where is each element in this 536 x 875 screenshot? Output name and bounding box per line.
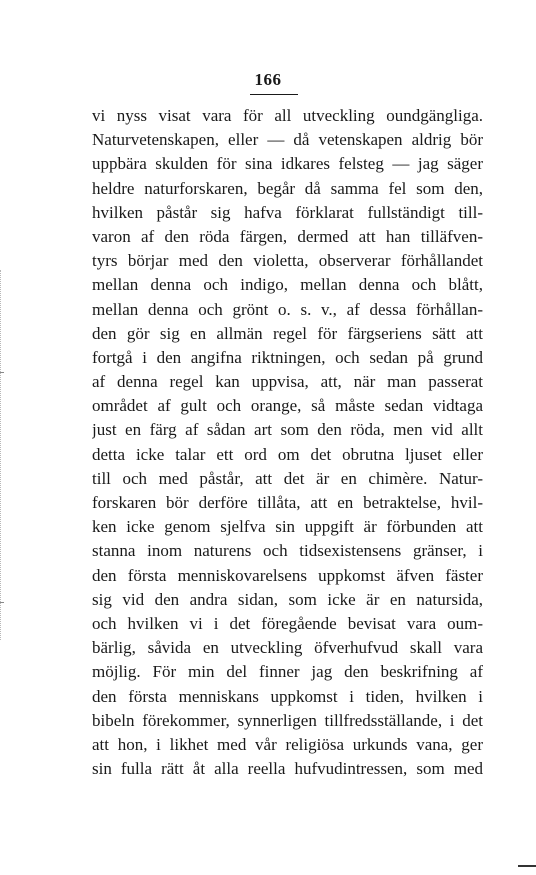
- text-line: detta icke talar ett ord om det obrutna ljuset eller: [92, 444, 483, 464]
- text-line: just en färg af sådan art som den röda, men vid allt: [92, 420, 483, 440]
- page-number-rule: [250, 94, 298, 95]
- text-line: varon af den röda färgen, dermed att han tilläfven-: [92, 226, 483, 246]
- text-line: sin fulla rätt åt alla reella hufvudintressen, som med: [92, 759, 483, 779]
- text-line: sig vid den andra sidan, som icke är en natursida,: [92, 589, 483, 609]
- text-line: ken icke genom sjelfva sin uppgift är förbunden att: [92, 517, 483, 537]
- text-line: bärlig, såvida en utveckling öfverhufvud skall vara: [92, 638, 483, 658]
- text-line: vi nyss visat vara för all utveckling oundgängliga.: [92, 106, 483, 125]
- text-line: den första menniskans uppkomst i tiden, hvilken i: [92, 686, 483, 706]
- text-line: den gör sig en allmän regel för färgseriens sätt att: [92, 323, 483, 343]
- text-line: till och med påstår, att det är en chimère. Natur-: [92, 468, 483, 488]
- text-line: uppbära skulden för sina idkares felsteg — jag säger: [92, 154, 483, 174]
- left-margin-mark: [0, 372, 4, 373]
- text-line: stanna inom naturens och tidsexistensens gränser, i: [92, 541, 483, 561]
- text-line: den första menniskovarelsens uppkomst äfven fäster: [92, 565, 483, 585]
- left-margin-binding-dots: [0, 270, 4, 640]
- left-margin-mark: [0, 602, 4, 603]
- body-text: [92, 104, 483, 781]
- text-line: mellan denna och indigo, mellan denna och blått,: [92, 275, 483, 295]
- text-line: af denna regel kan uppvisa, att, när man passerat: [92, 372, 483, 392]
- text-line: att hon, i likhet med vår religiösa urkunds vana, ger: [92, 734, 483, 754]
- text-line: bibeln förekommer, synnerligen tillfredsställande, i det: [92, 710, 483, 730]
- text-line: hvilken påstår sig hafva förklarat fullständigt till-: [92, 202, 483, 222]
- text-line: heldre naturforskaren, begår då samma fel som den,: [92, 178, 483, 198]
- text-line: Naturvetenskapen, eller — då vetenskapen aldrig bör: [92, 130, 483, 150]
- text-line: tyrs börjar med den violetta, observerar förhållandet: [92, 251, 483, 271]
- text-line: området af gult och orange, så måste sedan vidtaga: [92, 396, 483, 416]
- text-line: mellan denna och grönt o. s. v., af dessa förhållan-: [92, 299, 483, 319]
- text-line: fortgå i den angifna riktningen, och sedan på grund: [92, 347, 483, 367]
- page-number: 166: [254, 70, 282, 89]
- page-corner-mark: [518, 865, 536, 867]
- text-line: och hvilken vi i det föregående bevisat vara oum-: [92, 613, 483, 633]
- text-line: möjlig. För min del finner jag den beskrifning af: [92, 662, 483, 682]
- text-line: forskaren bör derföre tillåta, att en betraktelse, hvil-: [92, 493, 483, 512]
